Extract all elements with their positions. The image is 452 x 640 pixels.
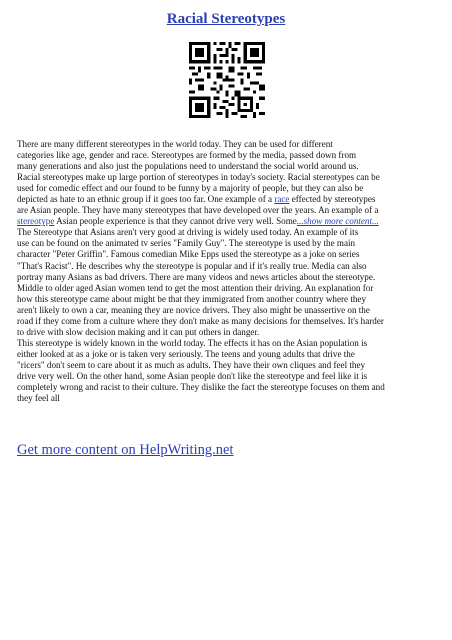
race-link[interactable]: race <box>274 194 290 205</box>
page-title[interactable]: Racial Stereotypes <box>166 11 286 27</box>
stereotype-link[interactable]: stereotype <box>17 216 55 227</box>
text-line: many generations and also just the populations need to understand the social world around us. <box>17 161 359 172</box>
text-line <box>17 216 437 227</box>
text-line: "ricers" don't seem to care about it as much as adults. They have their own cliques and feel they <box>17 359 366 370</box>
text-line: The Stereotype that Asians aren't very good at driving is widely used today. An example of its <box>17 227 359 238</box>
text-line: "That's Racist". He describes why the stereotype is popular and if it's really true. Media can also <box>17 260 367 271</box>
text-line: are Asian people. They have many stereotypes that have developed over the years. An example of a <box>17 205 379 216</box>
text-line: This stereotype is widely known in the world today. The effects it has on the Asian population is <box>17 337 368 348</box>
text-line: either looked at as a joke or is taken very seriously. The teens and young adults that drive the <box>17 348 355 359</box>
text-line: There are many different stereotypes in the world today. They can be used for different <box>17 139 333 149</box>
text-line: character "Peter Griffin". Famous comedian Mike Epps used the stereotype as a joke on series <box>17 249 360 260</box>
text-segment: effected by stereotypes <box>289 194 376 205</box>
text-segment: Asian people experience is that they cannot drive very well. Some <box>54 216 297 227</box>
text-line: aren't likely to own a car, meaning they are novice drivers. They also might be unassertive on the <box>17 304 370 315</box>
text-line: Middle to older aged Asian women tend to get the most attention their driving. An explanation for <box>17 282 374 293</box>
text-line: they feel all <box>17 393 60 404</box>
qr-code-icon <box>189 42 265 118</box>
text-line: road if they come from a culture where they don't make as many decisions for themselves. It's harder <box>17 315 384 326</box>
text-line: how this stereotype came about might be that they immigrated from another country where they <box>17 293 366 304</box>
text-line: completely wrong and racist to their culture. They dislike the fact the stereotype focuses on them and <box>17 382 385 393</box>
show-more-link[interactable]: ...show more content... <box>296 216 379 227</box>
text-line: drive very well. On the other hand, some Asian people don't like the stereotype and feel like it is <box>17 370 368 381</box>
text-line: Racial stereotypes make up large portion of stereotypes in today's society. Racial stereotypes can be <box>17 172 380 183</box>
text-line: use can be found on the animated tv series "Family Guy". The stereotype is used by the main <box>17 238 356 249</box>
essay-body <box>17 139 437 404</box>
text-line: portray many Asians as bad drivers. There are many videos and news articles about the stereotype. <box>17 271 376 282</box>
helpwriting-link[interactable]: Get more content on HelpWriting.net <box>17 442 234 458</box>
text-line: to drive with slow decision making and it can put others in danger. <box>17 326 260 337</box>
text-segment: depicted as hate to an ethnic group if it goes too far. One example of a <box>17 194 275 205</box>
text-line: used for comedic effect and our found to be funny by a majority of people, but they can also be <box>17 183 364 194</box>
text-line <box>17 194 437 205</box>
text-line: categories like age, gender and race. Stereotypes are formed by the media, passed down from <box>17 150 357 161</box>
